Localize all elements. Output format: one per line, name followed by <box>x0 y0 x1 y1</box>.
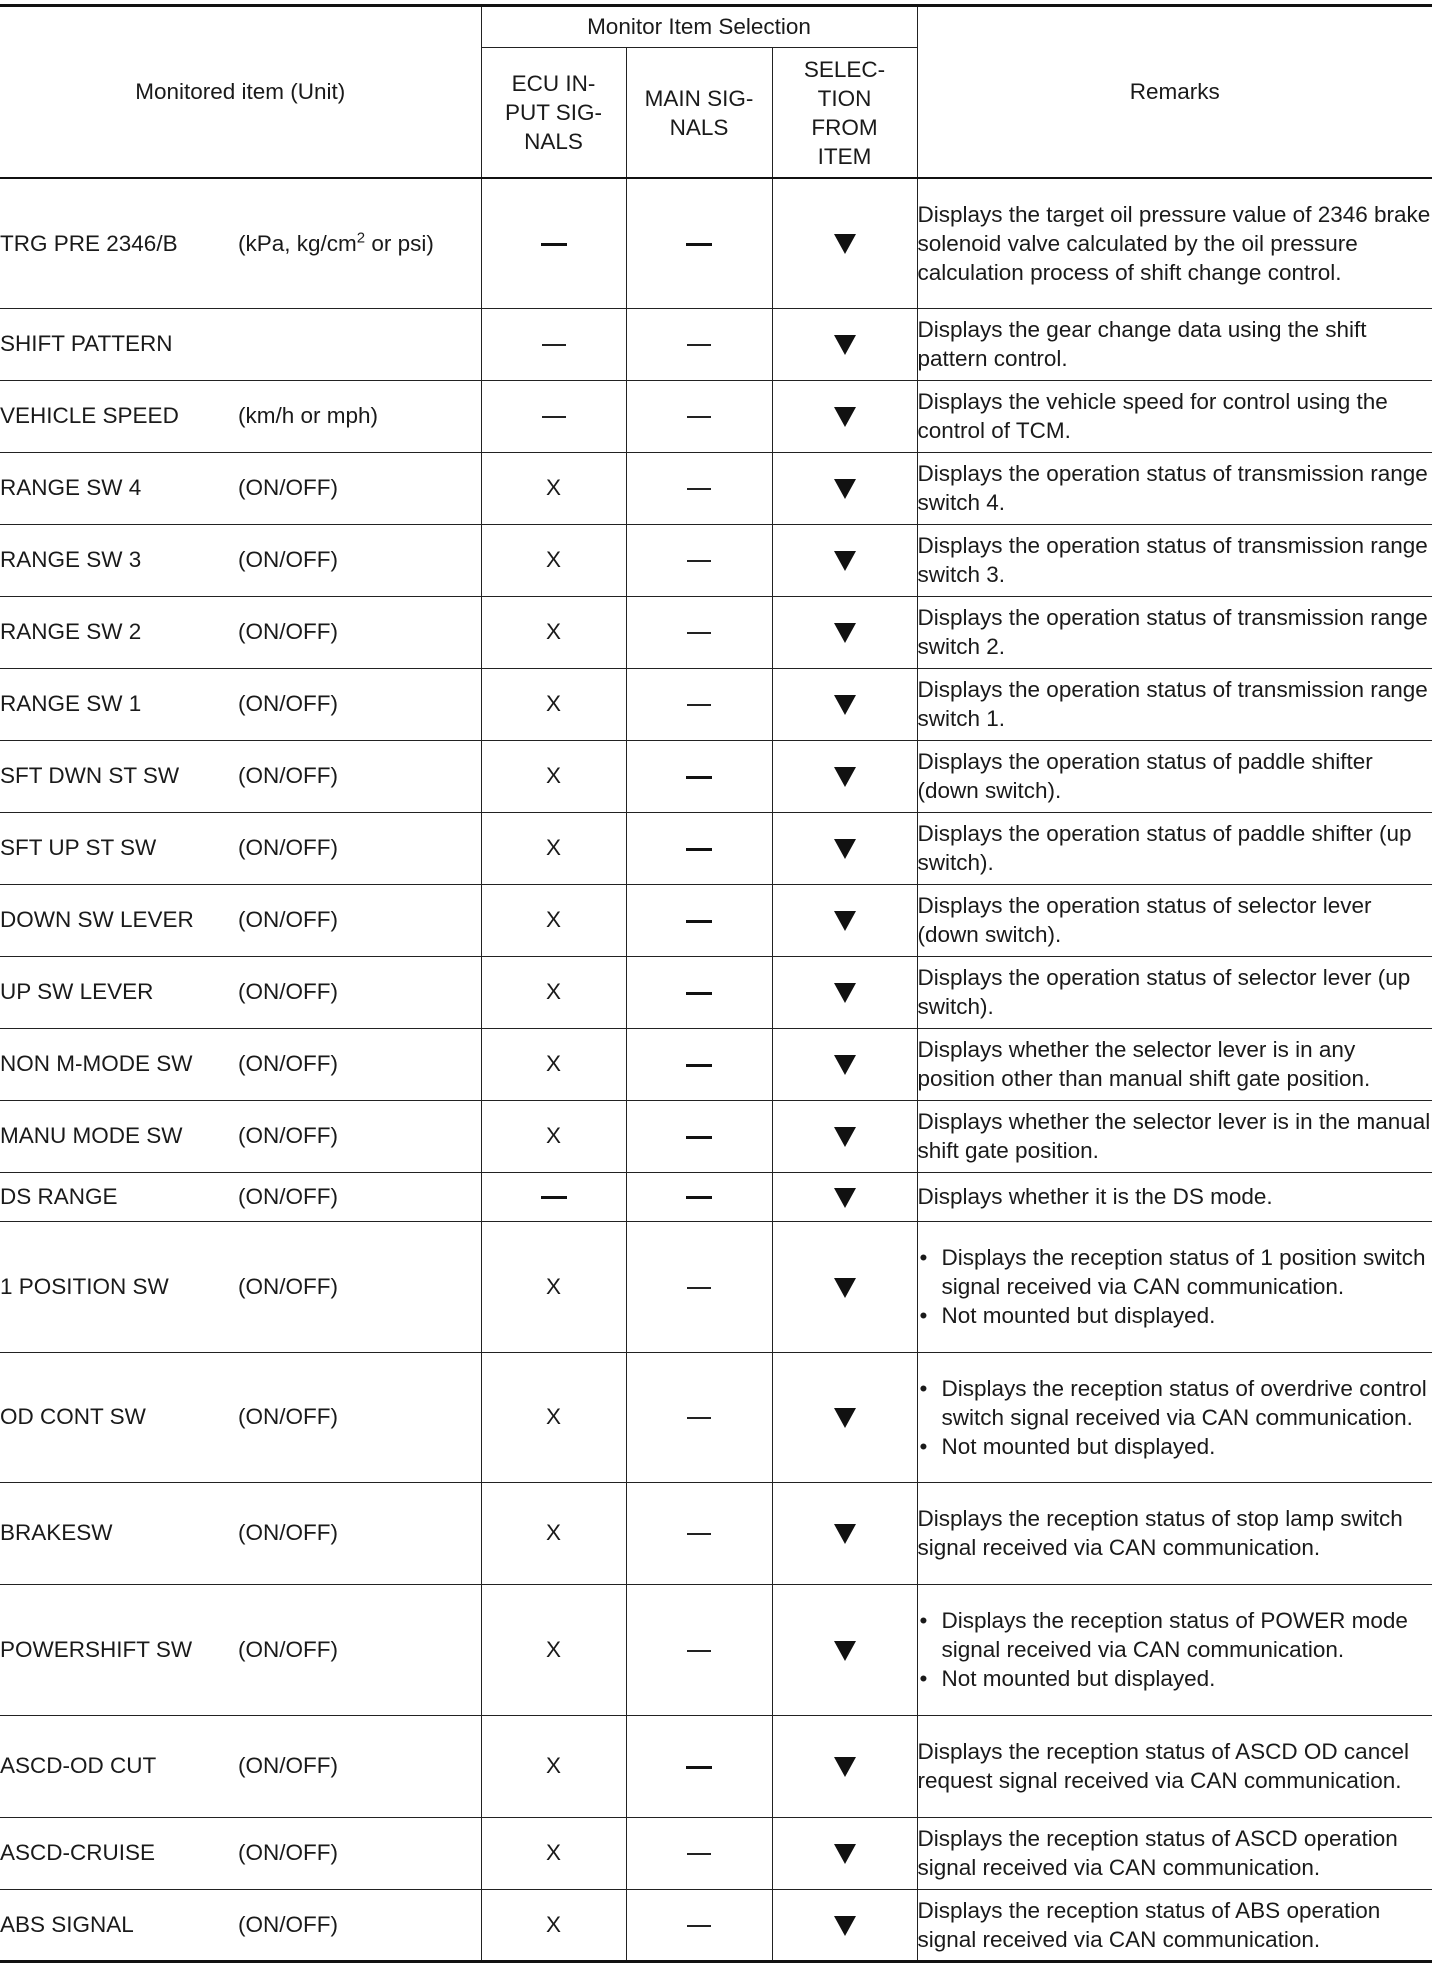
ecu-input-signals-cell <box>481 956 626 1028</box>
item-unit: (ON/OFF) <box>238 1123 338 1148</box>
ecu-input-signals-cell <box>481 596 626 668</box>
main-signals-cell <box>626 1028 772 1100</box>
item-name: VEHICLE SPEED <box>0 403 179 428</box>
item-unit: (ON/OFF) <box>238 619 338 644</box>
item-name: TRG PRE 2346/B <box>0 231 178 256</box>
remarks-cell: Displays whether the selector lever is in the manual shift gate position. <box>917 1100 1432 1172</box>
list-item: • Displays the reception status of 1 position switch signal received via CAN communication. <box>918 1243 1433 1301</box>
item-unit: (ON/OFF) <box>238 763 338 788</box>
remarks-cell: Displays whether it is the DS mode. <box>917 1172 1432 1221</box>
ecu-input-signals-cell <box>481 178 626 308</box>
table-row <box>0 1584 1432 1715</box>
selection-from-item-cell <box>772 1172 917 1221</box>
selection-from-item-cell <box>772 668 917 740</box>
remarks-cell: Displays the reception status of ASCD OD cancel request signal received via CAN communication. <box>917 1715 1432 1817</box>
selection-from-item-cell <box>772 596 917 668</box>
monitored-item-cell <box>0 178 481 308</box>
list-item: • Displays the reception status of overdrive control switch signal received via CAN communication. <box>918 1374 1433 1432</box>
ecu-input-signals-cell <box>481 1584 626 1715</box>
item-unit: (ON/OFF) <box>238 1520 338 1545</box>
dash-icon <box>687 1650 711 1652</box>
triangle-down-icon <box>834 911 856 931</box>
triangle-down-icon <box>834 767 856 787</box>
item-name: RANGE SW 4 <box>0 475 142 500</box>
dash-icon <box>687 488 711 490</box>
dash-icon <box>686 1064 712 1067</box>
item-name: RANGE SW 1 <box>0 691 142 716</box>
monitored-item-cell <box>0 1221 481 1352</box>
remarks-cell <box>917 1221 1432 1352</box>
item-unit: (km/h or mph) <box>238 403 379 428</box>
header-monitor-item-selection: Monitor Item Selection <box>481 6 917 48</box>
remarks-cell: Displays the reception status of stop lamp switch signal received via CAN communication. <box>917 1482 1432 1584</box>
triangle-down-icon <box>834 1127 856 1147</box>
monitored-item-cell <box>0 1482 481 1584</box>
dash-icon <box>686 992 712 995</box>
x-mark: X <box>545 1840 561 1865</box>
item-unit: (ON/OFF) <box>238 1404 338 1429</box>
list-item: • Displays the reception status of POWER mode signal received via CAN communication. <box>918 1606 1433 1664</box>
monitored-item-cell <box>0 740 481 812</box>
main-signals-cell <box>626 1482 772 1584</box>
monitored-item-cell <box>0 452 481 524</box>
remarks-cell: Displays the operation status of paddle shifter (down switch). <box>917 740 1432 812</box>
dash-icon <box>687 1533 711 1535</box>
monitored-item-cell <box>0 1028 481 1100</box>
triangle-down-icon <box>834 1757 856 1777</box>
triangle-down-icon <box>834 623 856 643</box>
x-mark: X <box>545 1636 561 1662</box>
ecu-input-signals-cell <box>481 668 626 740</box>
item-name: SFT UP ST SW <box>0 835 157 860</box>
monitored-item-cell <box>0 1715 481 1817</box>
selection-from-item-cell <box>772 812 917 884</box>
table-row <box>0 1352 1432 1482</box>
selection-from-item-cell <box>772 1889 917 1961</box>
monitored-item-cell <box>0 956 481 1028</box>
main-signals-cell <box>626 1584 772 1715</box>
triangle-down-icon <box>834 407 856 427</box>
remarks-cell: Displays the operation status of selector lever (up switch). <box>917 956 1432 1028</box>
header-selection-from-item: SELEC- TION FROM ITEM <box>772 48 917 179</box>
item-unit: (ON/OFF) <box>238 1051 338 1076</box>
x-mark: X <box>545 979 561 1004</box>
dash-icon <box>687 1853 711 1855</box>
monitored-item-cell <box>0 308 481 380</box>
header-ecu-input-signals: ECU IN- PUT SIG- NALS <box>481 48 626 179</box>
selection-from-item-cell <box>772 1100 917 1172</box>
item-name: RANGE SW 3 <box>0 547 142 572</box>
selection-from-item-cell <box>772 1715 917 1817</box>
list-item: • Not mounted but displayed. <box>918 1664 1433 1693</box>
item-unit: (kPa, $kg/cm^2$ or psi) <box>238 229 434 256</box>
x-mark: X <box>545 835 561 860</box>
remarks-bullet-list <box>918 1606 1433 1693</box>
item-unit: (ON/OFF) <box>238 1636 338 1662</box>
item-unit: (ON/OFF) <box>238 691 338 716</box>
x-mark: X <box>545 1404 561 1429</box>
x-mark: X <box>545 619 561 644</box>
selection-from-item-cell <box>772 380 917 452</box>
main-signals-cell <box>626 1221 772 1352</box>
x-mark: X <box>545 1273 561 1299</box>
table-row <box>0 380 1432 452</box>
dash-icon <box>687 632 711 634</box>
table-row <box>0 1172 1432 1221</box>
ecu-input-signals-cell <box>481 884 626 956</box>
triangle-down-icon <box>834 335 856 355</box>
triangle-down-icon <box>834 1055 856 1075</box>
dash-icon <box>541 243 567 246</box>
dash-icon <box>687 416 711 418</box>
dash-icon <box>687 1417 711 1419</box>
ecu-input-signals-cell <box>481 1100 626 1172</box>
item-unit: (ON/OFF) <box>238 907 338 932</box>
table-row <box>0 956 1432 1028</box>
dash-icon <box>541 1196 567 1199</box>
main-signals-cell <box>626 1715 772 1817</box>
ecu-input-signals-cell <box>481 740 626 812</box>
triangle-down-icon <box>834 983 856 1003</box>
triangle-down-icon <box>834 695 856 715</box>
table-row <box>0 596 1432 668</box>
x-mark: X <box>545 475 561 500</box>
x-mark: X <box>545 1520 561 1545</box>
list-item: • Not mounted but displayed. <box>918 1301 1433 1330</box>
remarks-bullet-list <box>918 1374 1433 1461</box>
main-signals-cell <box>626 812 772 884</box>
triangle-down-icon <box>834 1188 856 1208</box>
monitored-item-cell <box>0 812 481 884</box>
x-mark: X <box>545 763 561 788</box>
table-row <box>0 1028 1432 1100</box>
table-row <box>0 1817 1432 1889</box>
selection-from-item-cell <box>772 1482 917 1584</box>
ecu-input-signals-cell <box>481 380 626 452</box>
remarks-cell: Displays the reception status of ABS operation signal received via CAN communication. <box>917 1889 1432 1961</box>
x-mark: X <box>545 1123 561 1148</box>
header-remarks: Remarks <box>917 6 1432 179</box>
x-mark: X <box>545 1051 561 1076</box>
dash-icon <box>686 920 712 923</box>
monitored-item-cell <box>0 524 481 596</box>
selection-from-item-cell <box>772 740 917 812</box>
x-mark: X <box>545 1911 561 1937</box>
monitored-item-cell <box>0 1889 481 1961</box>
remarks-cell: Displays the operation status of transmission range switch 1. <box>917 668 1432 740</box>
item-unit: (ON/OFF) <box>238 547 338 572</box>
item-name: OD CONT SW <box>0 1404 146 1429</box>
monitored-item-cell <box>0 1100 481 1172</box>
table-row <box>0 740 1432 812</box>
monitored-item-cell <box>0 596 481 668</box>
main-signals-cell <box>626 452 772 524</box>
dash-icon <box>686 776 712 779</box>
main-signals-cell <box>626 380 772 452</box>
item-unit: (ON/OFF) <box>238 475 338 500</box>
monitored-item-cell <box>0 668 481 740</box>
item-unit: (ON/OFF) <box>238 979 338 1004</box>
ecu-input-signals-cell <box>481 1889 626 1961</box>
item-name: DOWN SW LEVER <box>0 907 194 932</box>
selection-from-item-cell <box>772 178 917 308</box>
triangle-down-icon <box>834 1916 856 1936</box>
ecu-input-signals-cell <box>481 1028 626 1100</box>
remarks-cell <box>917 1352 1432 1482</box>
main-signals-cell <box>626 1889 772 1961</box>
selection-from-item-cell <box>772 956 917 1028</box>
item-unit: (ON/OFF) <box>238 1753 338 1778</box>
ecu-input-signals-cell <box>481 1221 626 1352</box>
main-signals-cell <box>626 740 772 812</box>
dash-icon <box>542 416 566 418</box>
dash-icon <box>687 1925 711 1927</box>
main-signals-cell <box>626 1352 772 1482</box>
selection-from-item-cell <box>772 884 917 956</box>
item-name: SHIFT PATTERN <box>0 331 173 356</box>
item-name: POWERSHIFT SW <box>0 1636 193 1662</box>
item-name: RANGE SW 2 <box>0 619 142 644</box>
x-mark: X <box>545 1753 561 1778</box>
ecu-input-signals-cell <box>481 1482 626 1584</box>
list-item: • Not mounted but displayed. <box>918 1432 1433 1461</box>
monitored-item-cell <box>0 1584 481 1715</box>
triangle-down-icon <box>834 551 856 571</box>
dash-icon <box>687 704 711 706</box>
triangle-down-icon <box>834 1408 856 1428</box>
triangle-down-icon <box>834 1844 856 1864</box>
main-signals-cell <box>626 178 772 308</box>
dash-icon <box>686 1136 712 1139</box>
main-signals-cell <box>626 1172 772 1221</box>
triangle-down-icon <box>834 839 856 859</box>
triangle-down-icon <box>834 479 856 499</box>
ecu-input-signals-cell <box>481 524 626 596</box>
x-mark: X <box>545 691 561 716</box>
dash-icon <box>687 560 711 562</box>
item-name: DS RANGE <box>0 1183 118 1209</box>
table-row <box>0 308 1432 380</box>
item-unit: (ON/OFF) <box>238 835 338 860</box>
remarks-cell: Displays the target oil pressure value of 2346 brake solenoid valve calculated by the oil pressure calculation process of shift change control. <box>917 178 1432 308</box>
item-name: UP SW LEVER <box>0 979 154 1004</box>
item-name: 1 POSITION SW <box>0 1273 169 1299</box>
selection-from-item-cell <box>772 524 917 596</box>
main-signals-cell <box>626 668 772 740</box>
item-unit: (ON/OFF) <box>238 1183 338 1209</box>
table-row <box>0 1221 1432 1352</box>
item-name: ASCD-OD CUT <box>0 1753 157 1778</box>
table-row <box>0 524 1432 596</box>
x-mark: X <box>545 907 561 932</box>
monitored-item-cell <box>0 1352 481 1482</box>
dash-icon <box>686 1766 712 1769</box>
triangle-down-icon <box>834 1278 856 1298</box>
item-name: ABS SIGNAL <box>0 1911 134 1937</box>
dash-icon <box>687 1287 711 1289</box>
main-signals-cell <box>626 1100 772 1172</box>
main-signals-cell <box>626 1817 772 1889</box>
ecu-input-signals-cell <box>481 308 626 380</box>
remarks-cell: Displays the operation status of transmission range switch 3. <box>917 524 1432 596</box>
selection-from-item-cell <box>772 1221 917 1352</box>
dash-icon <box>686 243 712 246</box>
main-signals-cell <box>626 308 772 380</box>
remarks-cell: Displays the operation status of selector lever (down switch). <box>917 884 1432 956</box>
selection-from-item-cell <box>772 1584 917 1715</box>
x-mark: X <box>545 547 561 572</box>
remarks-cell: Displays whether the selector lever is in any position other than manual shift gate position. <box>917 1028 1432 1100</box>
table-row <box>0 452 1432 524</box>
dash-icon <box>686 848 712 851</box>
table-row <box>0 1100 1432 1172</box>
remarks-cell <box>917 1584 1432 1715</box>
table-row <box>0 1482 1432 1584</box>
item-unit: (ON/OFF) <box>238 1840 338 1865</box>
selection-from-item-cell <box>772 1352 917 1482</box>
dash-icon <box>686 1196 712 1199</box>
ecu-input-signals-cell <box>481 1715 626 1817</box>
triangle-down-icon <box>834 1641 856 1661</box>
remarks-cell: Displays the gear change data using the shift pattern control. <box>917 308 1432 380</box>
item-unit: (ON/OFF) <box>238 1911 338 1937</box>
selection-from-item-cell <box>772 1028 917 1100</box>
header-monitored-item: Monitored item (Unit) <box>0 6 481 179</box>
item-name: MANU MODE SW <box>0 1123 183 1148</box>
monitored-item-cell <box>0 884 481 956</box>
item-name: SFT DWN ST SW <box>0 763 180 788</box>
monitored-item-cell <box>0 1817 481 1889</box>
remarks-bullet-list <box>918 1243 1433 1330</box>
remarks-cell: Displays the reception status of ASCD operation signal received via CAN communication. <box>917 1817 1432 1889</box>
table-row <box>0 668 1432 740</box>
triangle-down-icon <box>834 1524 856 1544</box>
ecu-input-signals-cell <box>481 812 626 884</box>
monitored-item-cell <box>0 1172 481 1221</box>
remarks-cell: Displays the vehicle speed for control using the control of TCM. <box>917 380 1432 452</box>
item-unit: (ON/OFF) <box>238 1273 338 1299</box>
monitor-item-table <box>0 4 1432 1963</box>
item-name: NON M-MODE SW <box>0 1051 193 1076</box>
dash-icon <box>687 344 711 346</box>
remarks-cell: Displays the operation status of paddle shifter (up switch). <box>917 812 1432 884</box>
ecu-input-signals-cell <box>481 1817 626 1889</box>
main-signals-cell <box>626 884 772 956</box>
table-row <box>0 1715 1432 1817</box>
dash-icon <box>542 344 566 346</box>
main-signals-cell <box>626 596 772 668</box>
remarks-cell: Displays the operation status of transmission range switch 4. <box>917 452 1432 524</box>
selection-from-item-cell <box>772 1817 917 1889</box>
selection-from-item-cell <box>772 452 917 524</box>
table-row <box>0 178 1432 308</box>
remarks-cell: Displays the operation status of transmission range switch 2. <box>917 596 1432 668</box>
main-signals-cell <box>626 524 772 596</box>
item-name: BRAKESW <box>0 1520 113 1545</box>
selection-from-item-cell <box>772 308 917 380</box>
monitored-item-cell <box>0 380 481 452</box>
table-row <box>0 884 1432 956</box>
ecu-input-signals-cell <box>481 1352 626 1482</box>
triangle-down-icon <box>834 234 856 254</box>
main-signals-cell <box>626 956 772 1028</box>
ecu-input-signals-cell <box>481 452 626 524</box>
table-body <box>0 178 1432 1961</box>
item-name: ASCD-CRUISE <box>0 1840 156 1865</box>
ecu-input-signals-cell <box>481 1172 626 1221</box>
table-row <box>0 1889 1432 1961</box>
header-main-signals: MAIN SIG- NALS <box>626 48 772 179</box>
table-row <box>0 812 1432 884</box>
